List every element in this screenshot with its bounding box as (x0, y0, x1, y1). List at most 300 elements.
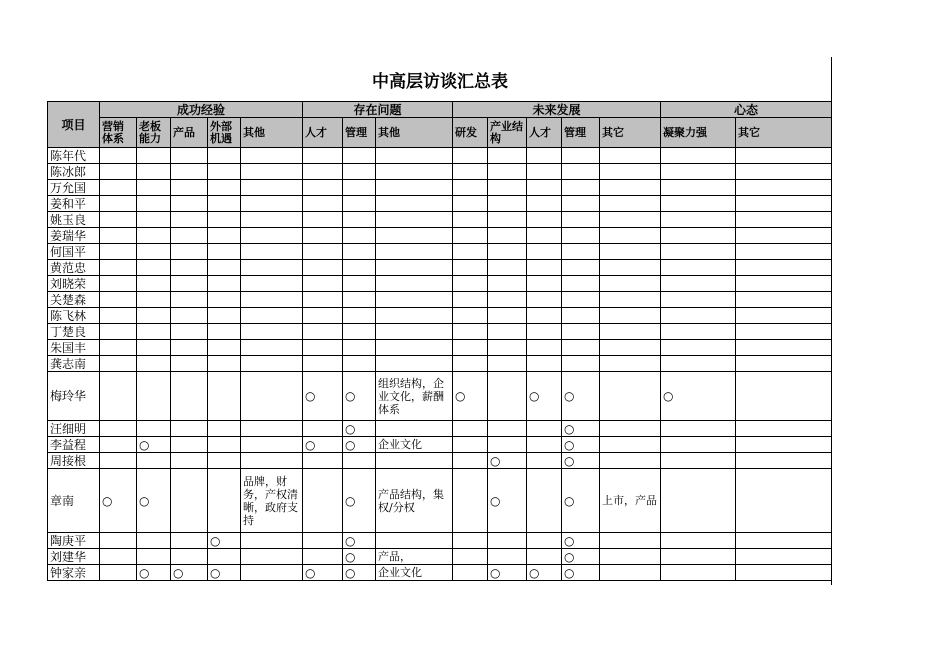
note-cell: 品牌，财务，产权清晰，政府支持 (241, 469, 303, 533)
empty-cell (661, 453, 736, 469)
empty-cell (562, 164, 600, 180)
empty-cell (208, 292, 241, 308)
empty-cell (100, 437, 137, 453)
empty-cell (562, 340, 600, 356)
empty-cell (376, 212, 453, 228)
empty-cell (527, 549, 562, 565)
empty-cell (343, 244, 376, 260)
empty-cell (736, 148, 832, 164)
empty-cell (453, 356, 488, 372)
empty-cell (453, 196, 488, 212)
empty-cell (488, 372, 527, 421)
empty-cell (241, 212, 303, 228)
empty-cell (376, 533, 453, 549)
empty-cell (303, 421, 343, 437)
empty-cell (600, 260, 661, 276)
column-header: 其它 (736, 118, 832, 148)
empty-cell (562, 228, 600, 244)
empty-cell (527, 469, 562, 533)
empty-cell (376, 244, 453, 260)
empty-cell (343, 453, 376, 469)
mark-circle-icon: ○ (137, 469, 171, 533)
table-row (48, 340, 832, 356)
empty-cell (100, 308, 137, 324)
empty-cell (527, 292, 562, 308)
empty-cell (661, 196, 736, 212)
note-cell: 上市，产品 (600, 469, 661, 533)
empty-cell (208, 308, 241, 324)
group-success-experience: 成功经验 (100, 102, 303, 118)
column-header: 产品 (171, 118, 208, 148)
empty-cell (241, 356, 303, 372)
mark-circle-icon: ○ (488, 469, 527, 533)
empty-cell (137, 244, 171, 260)
empty-cell (100, 244, 137, 260)
empty-cell (137, 453, 171, 469)
empty-cell (527, 356, 562, 372)
empty-cell (736, 340, 832, 356)
empty-cell (488, 292, 527, 308)
table-row (48, 324, 832, 340)
empty-cell (343, 292, 376, 308)
empty-cell (171, 308, 208, 324)
empty-cell (171, 469, 208, 533)
empty-cell (137, 164, 171, 180)
empty-cell (661, 148, 736, 164)
empty-cell (100, 565, 137, 581)
empty-cell (527, 533, 562, 549)
empty-cell (208, 244, 241, 260)
empty-cell (100, 148, 137, 164)
empty-cell (600, 437, 661, 453)
empty-cell (736, 292, 832, 308)
empty-cell (137, 292, 171, 308)
empty-cell (100, 549, 137, 565)
empty-cell (527, 180, 562, 196)
empty-cell (303, 356, 343, 372)
row-name: 丁楚良 (48, 324, 100, 340)
empty-cell (736, 228, 832, 244)
empty-cell (303, 164, 343, 180)
empty-cell (453, 340, 488, 356)
empty-cell (600, 148, 661, 164)
mark-circle-icon: ○ (208, 565, 241, 581)
empty-cell (343, 228, 376, 244)
empty-cell (376, 196, 453, 212)
group-existing-problems: 存在问题 (303, 102, 453, 118)
table-row (48, 308, 832, 324)
empty-cell (208, 437, 241, 453)
empty-cell (241, 276, 303, 292)
empty-cell (661, 565, 736, 581)
empty-cell (241, 244, 303, 260)
empty-cell (488, 308, 527, 324)
empty-cell (488, 340, 527, 356)
empty-cell (562, 260, 600, 276)
empty-cell (661, 324, 736, 340)
empty-cell (736, 565, 832, 581)
empty-cell (527, 196, 562, 212)
mark-circle-icon: ○ (562, 549, 600, 565)
mark-circle-icon: ○ (562, 565, 600, 581)
empty-cell (488, 533, 527, 549)
empty-cell (137, 324, 171, 340)
empty-cell (137, 212, 171, 228)
empty-cell (600, 372, 661, 421)
row-name: 钟家亲 (48, 565, 100, 581)
empty-cell (600, 276, 661, 292)
empty-cell (100, 421, 137, 437)
empty-cell (600, 533, 661, 549)
empty-cell (736, 356, 832, 372)
empty-cell (736, 372, 832, 421)
empty-cell (562, 308, 600, 324)
empty-cell (241, 228, 303, 244)
empty-cell (171, 292, 208, 308)
empty-cell (376, 148, 453, 164)
empty-cell (736, 549, 832, 565)
empty-cell (137, 372, 171, 421)
empty-cell (171, 453, 208, 469)
empty-cell (600, 324, 661, 340)
empty-cell (527, 244, 562, 260)
empty-cell (661, 340, 736, 356)
empty-cell (208, 228, 241, 244)
empty-cell (661, 292, 736, 308)
mark-circle-icon: ○ (343, 372, 376, 421)
empty-cell (208, 340, 241, 356)
table-row (48, 453, 832, 469)
empty-cell (171, 340, 208, 356)
empty-cell (661, 260, 736, 276)
empty-cell (303, 276, 343, 292)
empty-cell (488, 437, 527, 453)
empty-cell (241, 292, 303, 308)
empty-cell (241, 324, 303, 340)
row-name: 李益程 (48, 437, 100, 453)
empty-cell (171, 324, 208, 340)
empty-cell (100, 228, 137, 244)
table-row (48, 437, 832, 453)
mark-circle-icon: ○ (343, 565, 376, 581)
empty-cell (736, 180, 832, 196)
empty-cell (303, 148, 343, 164)
empty-cell (343, 308, 376, 324)
empty-cell (303, 469, 343, 533)
empty-cell (736, 437, 832, 453)
empty-cell (562, 276, 600, 292)
table-row (48, 276, 832, 292)
row-name: 朱国丰 (48, 340, 100, 356)
table-row (48, 228, 832, 244)
mark-circle-icon: ○ (562, 372, 600, 421)
row-name: 陈冰郎 (48, 164, 100, 180)
empty-cell (453, 437, 488, 453)
empty-cell (303, 196, 343, 212)
empty-cell (100, 196, 137, 212)
empty-cell (562, 148, 600, 164)
empty-cell (171, 260, 208, 276)
row-name: 何国平 (48, 244, 100, 260)
empty-cell (100, 324, 137, 340)
empty-cell (488, 260, 527, 276)
empty-cell (137, 356, 171, 372)
empty-cell (488, 212, 527, 228)
empty-cell (100, 356, 137, 372)
empty-cell (376, 356, 453, 372)
empty-cell (208, 549, 241, 565)
empty-cell (376, 453, 453, 469)
empty-cell (343, 148, 376, 164)
project-header: 项目 (48, 102, 100, 148)
empty-cell (303, 453, 343, 469)
empty-cell (241, 565, 303, 581)
empty-cell (488, 196, 527, 212)
empty-cell (241, 372, 303, 421)
empty-cell (736, 196, 832, 212)
empty-cell (600, 292, 661, 308)
empty-cell (600, 421, 661, 437)
empty-cell (303, 308, 343, 324)
empty-cell (736, 421, 832, 437)
empty-cell (241, 421, 303, 437)
empty-cell (488, 148, 527, 164)
mark-circle-icon: ○ (208, 533, 241, 549)
empty-cell (100, 292, 137, 308)
empty-cell (208, 453, 241, 469)
row-name: 章南 (48, 469, 100, 533)
empty-cell (208, 356, 241, 372)
table-row (48, 196, 832, 212)
empty-cell (343, 276, 376, 292)
empty-cell (208, 276, 241, 292)
row-name: 陶庚平 (48, 533, 100, 549)
empty-cell (343, 196, 376, 212)
empty-cell (376, 228, 453, 244)
row-name: 周接根 (48, 453, 100, 469)
empty-cell (562, 196, 600, 212)
empty-cell (303, 324, 343, 340)
empty-cell (661, 356, 736, 372)
empty-cell (488, 549, 527, 565)
row-name: 关楚森 (48, 292, 100, 308)
empty-cell (303, 228, 343, 244)
empty-cell (453, 228, 488, 244)
empty-cell (661, 549, 736, 565)
interview-summary-table (47, 101, 832, 581)
column-header: 人才 (303, 118, 343, 148)
mark-circle-icon: ○ (343, 549, 376, 565)
mark-circle-icon: ○ (661, 372, 736, 421)
empty-cell (562, 212, 600, 228)
table-row (48, 372, 832, 421)
empty-cell (453, 148, 488, 164)
table-row (48, 180, 832, 196)
empty-cell (171, 244, 208, 260)
empty-cell (208, 260, 241, 276)
empty-cell (100, 340, 137, 356)
table-row (48, 292, 832, 308)
empty-cell (376, 260, 453, 276)
empty-cell (137, 549, 171, 565)
empty-cell (171, 356, 208, 372)
empty-cell (453, 324, 488, 340)
row-name: 黄范忠 (48, 260, 100, 276)
empty-cell (171, 212, 208, 228)
mark-circle-icon: ○ (100, 469, 137, 533)
empty-cell (562, 292, 600, 308)
empty-cell (562, 244, 600, 260)
empty-cell (527, 212, 562, 228)
empty-cell (208, 421, 241, 437)
note-cell: 组织结构，企业文化，薪酬体系 (376, 372, 453, 421)
empty-cell (562, 180, 600, 196)
empty-cell (343, 340, 376, 356)
empty-cell (527, 421, 562, 437)
empty-cell (527, 260, 562, 276)
empty-cell (736, 469, 832, 533)
empty-cell (600, 212, 661, 228)
empty-cell (600, 228, 661, 244)
mark-circle-icon: ○ (562, 453, 600, 469)
empty-cell (241, 196, 303, 212)
mark-circle-icon: ○ (488, 453, 527, 469)
table-row (48, 533, 832, 549)
empty-cell (736, 244, 832, 260)
empty-cell (453, 453, 488, 469)
empty-cell (171, 164, 208, 180)
empty-cell (453, 292, 488, 308)
empty-cell (736, 533, 832, 549)
empty-cell (100, 260, 137, 276)
empty-cell (600, 356, 661, 372)
table-row (48, 469, 832, 533)
empty-cell (208, 212, 241, 228)
empty-cell (100, 372, 137, 421)
empty-cell (303, 212, 343, 228)
table-row (48, 260, 832, 276)
empty-cell (376, 340, 453, 356)
empty-cell (376, 324, 453, 340)
empty-cell (600, 164, 661, 180)
mark-circle-icon: ○ (303, 437, 343, 453)
empty-cell (171, 372, 208, 421)
empty-cell (453, 421, 488, 437)
group-mindset: 心态 (661, 102, 832, 118)
empty-cell (488, 164, 527, 180)
empty-cell (208, 324, 241, 340)
empty-cell (527, 276, 562, 292)
empty-cell (137, 196, 171, 212)
row-name: 姜瑞华 (48, 228, 100, 244)
empty-cell (600, 244, 661, 260)
empty-cell (137, 180, 171, 196)
empty-cell (661, 228, 736, 244)
row-name: 陈年代 (48, 148, 100, 164)
empty-cell (376, 180, 453, 196)
empty-cell (208, 148, 241, 164)
table-row (48, 549, 832, 565)
empty-cell (171, 228, 208, 244)
empty-cell (137, 228, 171, 244)
empty-cell (600, 340, 661, 356)
column-header: 老板能力 (137, 118, 171, 148)
empty-cell (562, 324, 600, 340)
empty-cell (661, 180, 736, 196)
empty-cell (100, 212, 137, 228)
empty-cell (661, 212, 736, 228)
empty-cell (171, 421, 208, 437)
empty-cell (241, 437, 303, 453)
empty-cell (376, 164, 453, 180)
empty-cell (736, 453, 832, 469)
group-future-development: 未来发展 (453, 102, 661, 118)
empty-cell (600, 308, 661, 324)
empty-cell (600, 549, 661, 565)
empty-cell (241, 453, 303, 469)
page-title: 中高层访谈汇总表 (372, 72, 508, 92)
mark-circle-icon: ○ (137, 437, 171, 453)
column-header: 管理 (343, 118, 376, 148)
empty-cell (137, 340, 171, 356)
row-name: 陈飞林 (48, 308, 100, 324)
column-header: 人才 (527, 118, 562, 148)
empty-cell (661, 469, 736, 533)
empty-cell (303, 533, 343, 549)
empty-cell (303, 340, 343, 356)
empty-cell (661, 244, 736, 260)
mark-circle-icon: ○ (343, 421, 376, 437)
empty-cell (171, 276, 208, 292)
empty-cell (171, 549, 208, 565)
empty-cell (241, 260, 303, 276)
table-row (48, 244, 832, 260)
empty-cell (488, 180, 527, 196)
empty-cell (600, 565, 661, 581)
table-row (48, 164, 832, 180)
empty-cell (600, 453, 661, 469)
empty-cell (303, 244, 343, 260)
row-name: 汪细明 (48, 421, 100, 437)
empty-cell (171, 148, 208, 164)
empty-cell (241, 164, 303, 180)
empty-cell (343, 356, 376, 372)
empty-cell (453, 276, 488, 292)
empty-cell (736, 212, 832, 228)
column-header: 外部机遇 (208, 118, 241, 148)
row-name: 龚志南 (48, 356, 100, 372)
table-row (48, 356, 832, 372)
empty-cell (100, 453, 137, 469)
row-name: 万允国 (48, 180, 100, 196)
empty-cell (453, 565, 488, 581)
mark-circle-icon: ○ (562, 437, 600, 453)
empty-cell (376, 292, 453, 308)
empty-cell (562, 356, 600, 372)
mark-circle-icon: ○ (343, 469, 376, 533)
empty-cell (376, 308, 453, 324)
empty-cell (343, 212, 376, 228)
empty-cell (100, 164, 137, 180)
empty-cell (100, 533, 137, 549)
empty-cell (241, 148, 303, 164)
mark-circle-icon: ○ (562, 469, 600, 533)
empty-cell (661, 421, 736, 437)
empty-cell (453, 244, 488, 260)
note-cell: 企业文化 (376, 565, 453, 581)
empty-cell (100, 180, 137, 196)
empty-cell (343, 180, 376, 196)
